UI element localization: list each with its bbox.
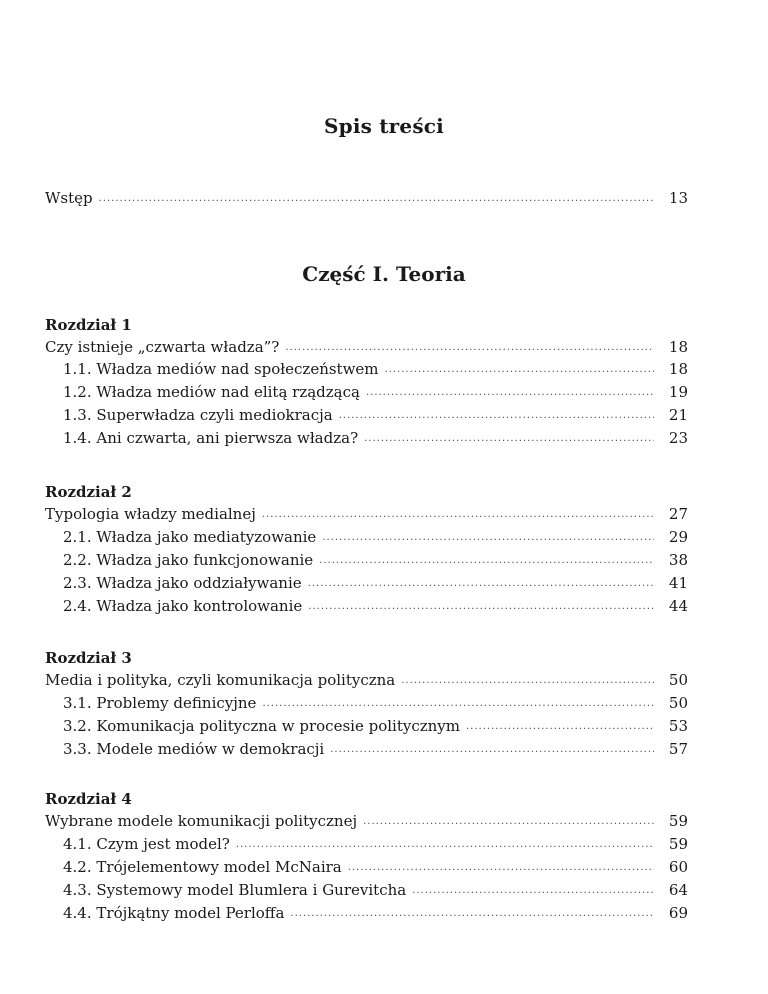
toc-entry-label: 3.2. Komunikacja polityczna w procesie politycznym [63,717,460,735]
toc-page-number: 60 [668,858,688,876]
toc-entry-intro[interactable] [45,187,688,209]
toc-section-entry[interactable] [63,856,688,878]
toc-page-number: 57 [668,740,688,758]
toc-page-number: 50 [668,671,688,689]
toc-chapter-entry[interactable] [45,336,688,358]
toc-page-number: 38 [668,551,688,569]
toc-section-entry[interactable] [63,738,688,760]
toc-section-entry[interactable] [63,572,688,594]
toc-entry-label: Czy istnieje „czwarta władza”? [45,338,280,356]
dot-leader [319,550,654,572]
dot-leader [330,739,654,761]
toc-section-entry[interactable] [63,879,688,901]
toc-section-entry[interactable] [63,595,688,617]
dot-leader [466,716,654,738]
toc-page-number: 18 [668,338,688,356]
chapter-heading: Rozdział 3 [45,649,132,667]
toc-entry-label: 3.1. Problemy definicyjne [63,694,257,712]
dot-leader [308,596,654,618]
toc-entry-label: Wstęp [45,189,93,207]
page-title: Spis treści [324,114,444,138]
dot-leader [99,188,654,210]
toc-section-entry[interactable] [63,404,688,426]
dot-leader [364,428,654,450]
toc-entry-label: 2.4. Władza jako kontrolowanie [63,597,303,615]
toc-entry-label: 2.3. Władza jako oddziaływanie [63,574,302,592]
toc-page-number: 41 [668,574,688,592]
toc-page-number: 59 [668,812,688,830]
toc-entry-label: 1.2. Władza mediów nad elitą rządzącą [63,383,360,401]
dot-leader [308,573,654,595]
toc-page-number: 23 [668,429,688,447]
chapter-heading: Rozdział 4 [45,790,132,808]
dot-leader [348,857,654,879]
toc-section-entry[interactable] [63,358,688,380]
dot-leader [401,670,654,692]
dot-leader [363,811,654,833]
dot-leader [412,880,654,902]
toc-page-number: 21 [668,406,688,424]
toc-section-entry[interactable] [63,902,688,924]
toc-section-entry[interactable] [63,381,688,403]
toc-page-number: 27 [668,505,688,523]
toc-section-entry[interactable] [63,692,688,714]
dot-leader [366,382,654,404]
dot-leader [285,337,654,359]
toc-entry-label: Typologia władzy medialnej [45,505,256,523]
dot-leader [339,405,654,427]
dot-leader [262,693,654,715]
toc-section-entry[interactable] [63,833,688,855]
toc-page-number: 19 [668,383,688,401]
toc-entry-label: 4.3. Systemowy model Blumlera i Gurevitcha [63,881,407,899]
toc-entry-label: 1.3. Superwładza czyli mediokracja [63,406,333,424]
toc-page-number: 69 [668,904,688,922]
toc-page-number: 64 [668,881,688,899]
toc-entry-label: Media i polityka, czyli komunikacja polityczna [45,671,396,689]
toc-page-number: 44 [668,597,688,615]
toc-entry-label: 4.2. Trójelementowy model McNaira [63,858,342,876]
toc-entry-label: 1.1. Władza mediów nad społeczeństwem [63,360,379,378]
toc-page-number: 18 [668,360,688,378]
toc-entry-label: 2.1. Władza jako mediatyzowanie [63,528,317,546]
toc-page-number: 29 [668,528,688,546]
toc-page-number: 53 [668,717,688,735]
toc-chapter-entry[interactable] [45,810,688,832]
toc-chapter-entry[interactable] [45,503,688,525]
toc-page-number: 59 [668,835,688,853]
chapter-heading: Rozdział 2 [45,483,132,501]
toc-entry-label: 4.4. Trójkątny model Perloffa [63,904,285,922]
toc-entry-label: 4.1. Czym jest model? [63,835,230,853]
dot-leader [385,359,654,381]
toc-section-entry[interactable] [63,526,688,548]
toc-entry-label: Wybrane modele komunikacji politycznej [45,812,358,830]
toc-section-entry[interactable] [63,549,688,571]
toc-section-entry[interactable] [63,427,688,449]
toc-entry-label: 3.3. Modele mediów w demokracji [63,740,325,758]
dot-leader [236,834,654,856]
dot-leader [322,527,654,549]
chapter-heading: Rozdział 1 [45,316,132,334]
dot-leader [290,903,654,925]
part-title: Część I. Teoria [302,262,466,286]
toc-section-entry[interactable] [63,715,688,737]
toc-entry-label: 1.4. Ani czwarta, ani pierwsza władza? [63,429,359,447]
toc-page-number: 13 [668,189,688,207]
toc-page-number: 50 [668,694,688,712]
toc-entry-label: 2.2. Władza jako funkcjonowanie [63,551,314,569]
dot-leader [262,504,654,526]
toc-chapter-entry[interactable] [45,669,688,691]
